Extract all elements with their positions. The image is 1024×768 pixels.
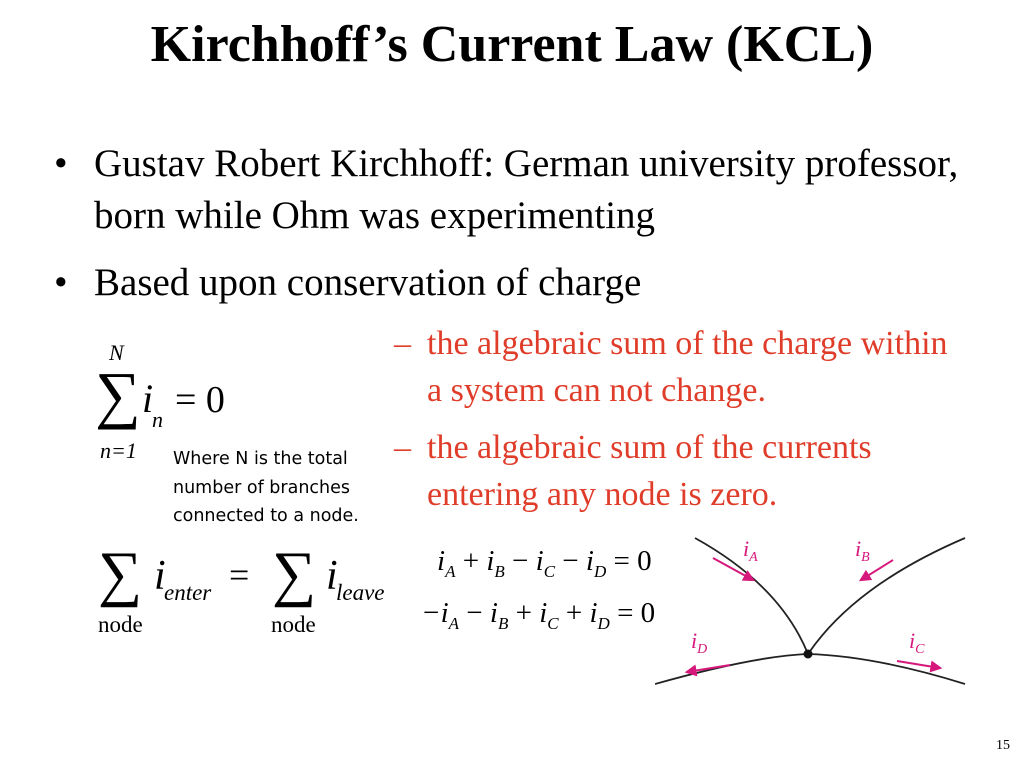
- node-equation-1: $i_A + i_B - i_C - i_D = 0$: [437, 545, 652, 581]
- label-ia: $i_A$: [743, 536, 758, 565]
- wire-d: [655, 654, 808, 684]
- right-variable: i: [326, 553, 338, 599]
- bullet-item: [54, 138, 994, 242]
- bullet-text: Based upon conservation of charge: [94, 261, 642, 304]
- page-number: 15: [996, 738, 1010, 753]
- node-equations: [415, 535, 670, 645]
- bullet-text: Gustav Robert Kirchhoff: German university professor, born while Ohm was experimenting: [94, 142, 959, 237]
- node-dot: [804, 650, 813, 659]
- sub-bullet-marker: –: [394, 325, 411, 362]
- bullet-marker: •: [54, 142, 68, 185]
- wire-b: [808, 538, 965, 654]
- sum-upper-limit: N: [109, 340, 124, 365]
- label-ib: $i_B$: [855, 536, 870, 565]
- node-diagram: [655, 530, 967, 688]
- left-subscript: enter: [164, 580, 212, 605]
- right-subscript: leave: [336, 580, 385, 605]
- enter-leave-equation: [96, 538, 396, 643]
- sub-bullet-item: [394, 424, 969, 518]
- sum-rhs: = 0: [175, 379, 225, 421]
- label-id: $i_D$: [691, 628, 708, 657]
- node-equation-2: $-i_A - i_B + i_C + i_D = 0$: [421, 597, 656, 633]
- sum-variable: i: [142, 376, 154, 421]
- right-under-label: node: [271, 612, 316, 637]
- sum-subscript: n: [152, 407, 163, 432]
- sigma-symbol: ∑: [95, 359, 141, 430]
- label-ic: $i_C$: [909, 628, 925, 657]
- sub-bullet-text: the algebraic sum of the charge within a system can not change.: [427, 325, 948, 409]
- bullet-item: [54, 257, 994, 309]
- sum-lower-limit: n=1: [100, 438, 137, 463]
- wire-c: [808, 654, 965, 684]
- sigma-left: ∑: [98, 540, 143, 608]
- sub-bullet-marker: –: [394, 429, 411, 466]
- left-variable: i: [154, 553, 166, 599]
- slide-title: Kirchhoff’s Current Law (KCL): [150, 16, 874, 73]
- sub-bullet-text: the algebraic sum of the currents entering any node is zero.: [427, 429, 872, 513]
- sigma-right: ∑: [272, 540, 317, 608]
- left-under-label: node: [98, 612, 143, 637]
- note-text: Where N is the total number of branches connected to a node.: [173, 449, 359, 526]
- bullet-marker: •: [54, 261, 68, 304]
- equals-sign: =: [229, 555, 250, 595]
- sub-bullet-item: [394, 320, 969, 414]
